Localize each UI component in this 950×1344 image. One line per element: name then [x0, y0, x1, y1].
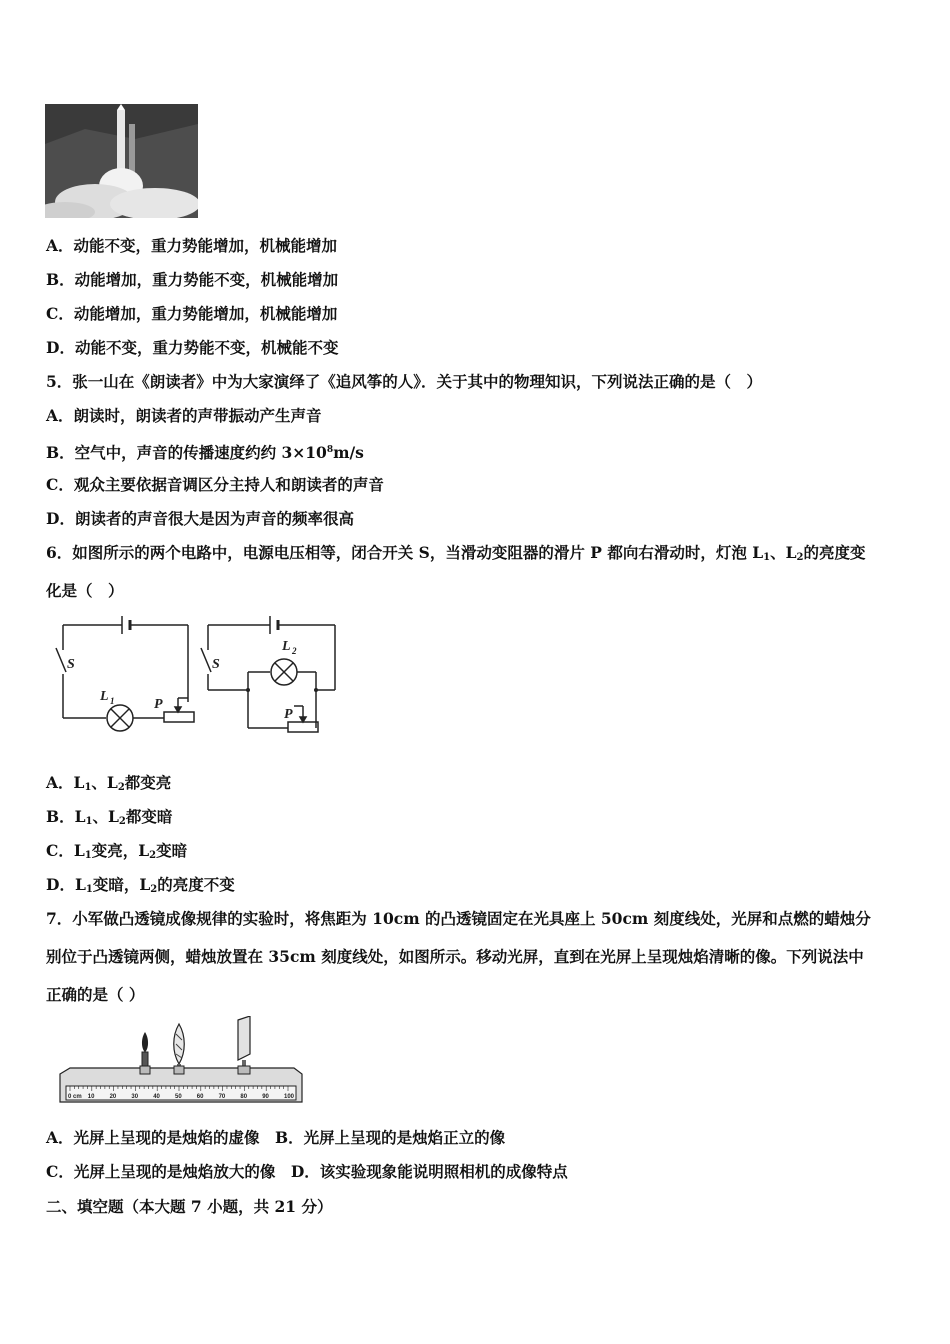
q4-option-d: D．动能不变，重力势能不变，机械能不变 — [46, 338, 339, 357]
q4-option-b: B．动能增加，重力势能不变，机械能增加 — [46, 270, 339, 289]
q7-stem-line2: 别位于凸透镜两侧，蜡烛放置在 35cm 刻度线处，如图所示。移动光屏，直到在光屏上呈现烛焰清晰的像。下列说法中 — [46, 947, 864, 966]
ruler-tick-label: 40 — [153, 1094, 160, 1100]
ruler-tick-label: 10 — [87, 1094, 95, 1100]
q7-stem-line1: 7．小军做凸透镜成像规律的实验时，将焦距为 10cm 的凸透镜固定在光具座上 50cm 刻度线处，光屏和点燃的蜡烛分 — [46, 909, 871, 928]
q5-stem: 5．张一山在《朗读者》中为大家演绎了《追风筝的人》．关于其中的物理知识，下列说法正确的是（ ） — [46, 372, 763, 391]
q6-stem-line2: 化是（ ） — [46, 581, 124, 600]
q6-stem-line1: 6．如图所示的两个电路中，电源电压相等，闭合开关 S，当滑动变阻器的滑片 P 都向右滑动时，灯泡 $L_1$、$L_2$的亮度变 — [46, 543, 866, 563]
ruler-tick-label: 30 — [131, 1094, 139, 1100]
ruler-tick-label: 20 — [109, 1094, 117, 1100]
section-2-heading: 二、填空题（本大题 7 小题，共 21 分） — [46, 1197, 333, 1216]
ruler-tick-label: 70 — [218, 1094, 226, 1100]
q6-circuit-diagram — [48, 610, 348, 740]
q6-c1-slider-label: P — [154, 697, 163, 712]
ruler-tick-label: 90 — [262, 1094, 269, 1100]
q6-option-b: B．$L_1$、$L_2$都变暗 — [46, 807, 173, 827]
q6-c1-switch-label: S — [67, 657, 75, 672]
ruler-tick-label: 100 — [284, 1094, 295, 1100]
q5-option-d: D．朗读者的声音很大是因为声音的频率很高 — [46, 509, 354, 528]
ruler-tick-label: 50 — [175, 1094, 182, 1100]
q6-c1-lamp-sub: 1 — [110, 696, 115, 706]
q5-option-a: A．朗读时，朗读者的声带振动产生声音 — [46, 406, 322, 425]
q7-stem-line3: 正确的是（ ） — [46, 985, 145, 1004]
q6-c2-switch-label: S — [212, 657, 220, 672]
ruler-tick-label: 0 cm — [68, 1094, 82, 1100]
optical-bench-diagram — [56, 1016, 306, 1106]
q5-option-c: C．观众主要依据音调区分主持人和朗读者的声音 — [46, 475, 384, 494]
q6-option-a: A．$L_1$、$L_2$都变亮 — [46, 773, 172, 793]
ruler-tick-label: 80 — [240, 1094, 248, 1100]
q4-option-a: A．动能不变，重力势能增加，机械能增加 — [46, 236, 338, 255]
q6-option-c: C．$L_1$变亮，$L_2$变暗 — [46, 841, 188, 861]
q7-options-cd: C．光屏上呈现的是烛焰放大的像 D．该实验现象能说明照相机的成像特点 — [46, 1162, 568, 1181]
q6-c2-slider-label: P — [284, 707, 293, 722]
q6-c2-lamp-sub: 2 — [292, 646, 297, 656]
ruler-tick-label: 60 — [196, 1094, 204, 1100]
q5-option-b: B．空气中，声音的传播速度约约 $3\times 10^8m/s$ — [46, 443, 364, 462]
rocket-launch-photo — [45, 104, 198, 218]
q4-option-c: C．动能增加，重力势能增加，机械能增加 — [46, 304, 338, 323]
q7-options-ab: A．光屏上呈现的是烛焰的虚像 B．光屏上呈现的是烛焰正立的像 — [46, 1128, 506, 1147]
q6-c2-lamp-label: L — [282, 639, 291, 654]
q6-option-d: D．$L_1$变暗，$L_2$的亮度不变 — [46, 875, 235, 895]
q6-c1-lamp-label: L — [100, 689, 109, 704]
